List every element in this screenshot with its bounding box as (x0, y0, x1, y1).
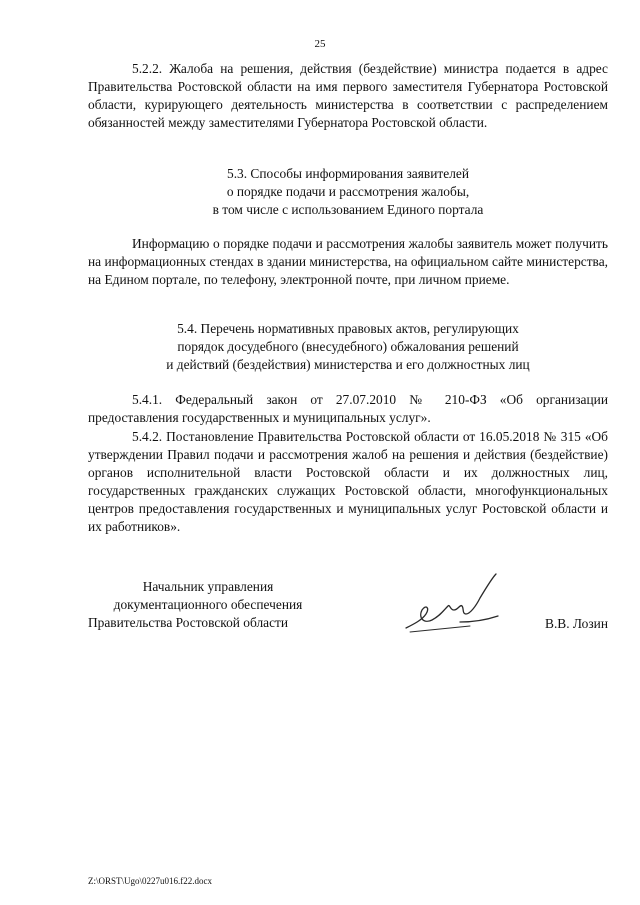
paragraph-5-3: Информацию о порядке подачи и рассмотрения жалобы заявитель может получить на информационных стендах в здании министерства, на официальном сайте министерства, на Едином портале, по телефону, электронной почте, при личном приеме. (88, 236, 608, 287)
paragraph-5-2-2: 5.2.2. Жалоба на решения, действия (бездействие) министра подается в адрес Правительства Ростовской области на имя первого заместителя Губернатора Ростовской области, курирующего деятельность министерства в соответствии с распределением обязанностей между заместителями Губернатора Ростовской области. (88, 61, 608, 130)
signatory-title (88, 578, 328, 632)
heading-5-3-line-2: о порядке подачи и рассмотрения жалобы, (226, 184, 470, 199)
file-path: Z:\ORST\Ugo\0227u016.f22.docx (88, 876, 212, 886)
handwritten-signature (400, 570, 516, 640)
section-5-4-2 (88, 428, 608, 536)
signatory-title-line-3: Правительства Ростовской области (88, 615, 289, 630)
signature-block (88, 578, 608, 658)
section-5-3-body (88, 235, 608, 289)
paragraph-5-4-1: 5.4.1. Федеральный закон от 27.07.2010 № 210-ФЗ «Об организации предоставления государственных и муниципальных услуг». (88, 392, 608, 425)
signatory-title-line-2: документационного обеспечения (113, 597, 303, 612)
section-5-4-heading (88, 320, 608, 374)
signatory-name: В.В. Лозин (545, 616, 608, 631)
section-5-2-2 (88, 60, 608, 132)
heading-5-4-line-1: 5.4. Перечень нормативных правовых актов, регулирующих (177, 321, 519, 336)
section-5-4-1 (88, 391, 608, 427)
paragraph-5-4-2: 5.4.2. Постановление Правительства Ростовской области от 16.05.2018 № 315 «Об утверждении Правил подачи и рассмотрения жалоб на решения и действия (бездействие) органов исполнительной власти Ростовской области и их должностных лиц, государственных гражданских служащих Ростовской области, многофункциональных центров предоставления государственных и муниципальных услуг Ростовской области и их работников». (88, 429, 608, 534)
page-number: 25 (314, 38, 326, 50)
heading-5-4-line-3: и действий (бездействия) министерства и его должностных лиц (166, 357, 530, 372)
heading-5-3-line-3: в том числе с использованием Единого портала (212, 202, 484, 217)
signatory-title-line-1: Начальник управления (142, 579, 274, 594)
heading-5-4-line-2: порядок досудебного (внесудебного) обжалования решений (177, 339, 519, 354)
section-5-3-heading (88, 165, 608, 219)
heading-5-3-line-1: 5.3. Способы информирования заявителей (227, 166, 469, 181)
